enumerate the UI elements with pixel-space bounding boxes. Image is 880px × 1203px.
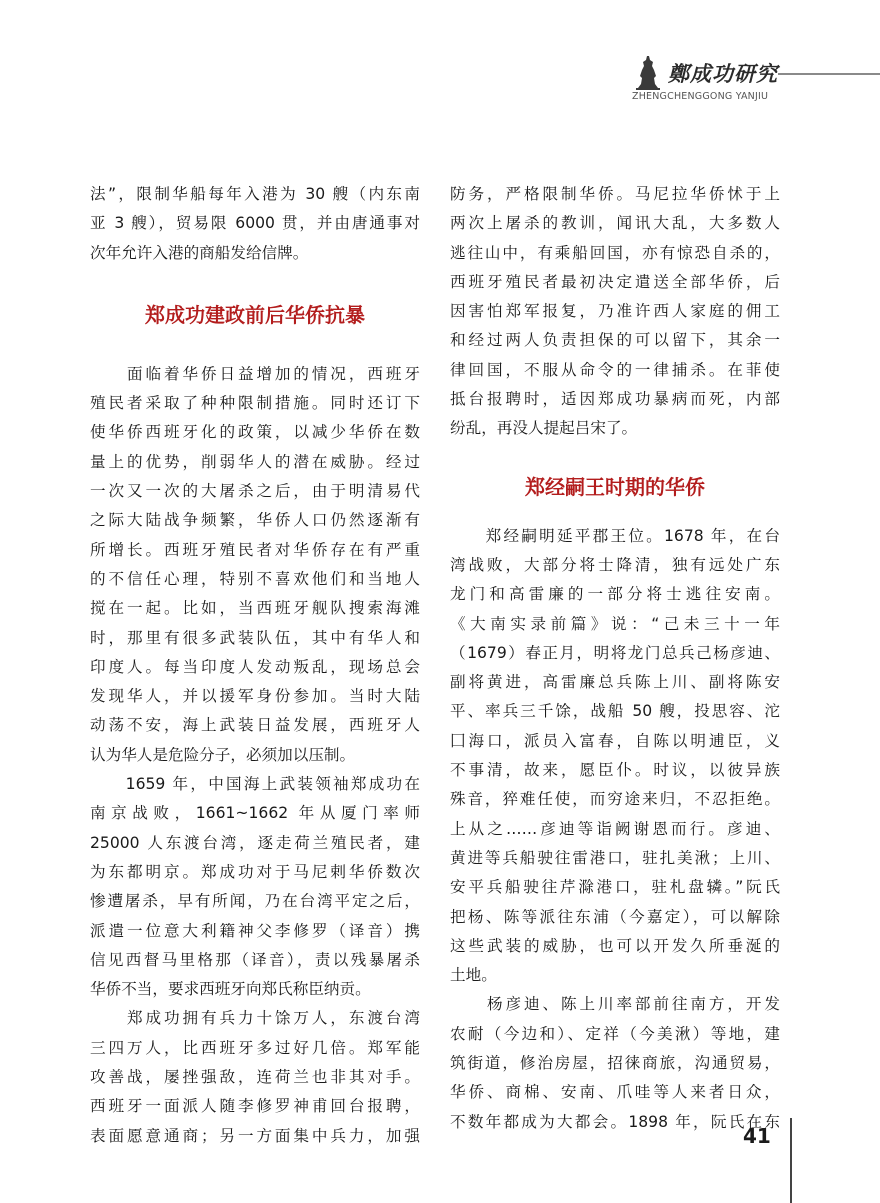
text-line: 量上的优势，削弱华人的潜在威胁。经过 (90, 452, 420, 471)
text-line: 时，那里有很多武装队伍，其中有华人和 (90, 628, 420, 647)
text-line: 一次又一次的大屠杀之后，由于明清易代 (90, 482, 420, 501)
text-line: 把杨、陈等派往东浦（今嘉定），可以解除 (450, 907, 780, 926)
right-column (450, 180, 780, 1137)
text-line: 使华侨西班牙化的政策，以减少华侨在数 (90, 423, 420, 442)
text-line: 平、率兵三千馀，战船 50 艘，投思容、沱 (450, 702, 780, 721)
text-line: 律回国，不服从命令的一律捕杀。在菲使 (450, 360, 780, 379)
text-line: 防务，严格限制华侨。马尼拉华侨怵于上 (450, 185, 780, 203)
text-line: 纷乱，再没人提起吕宋了。 (450, 419, 638, 438)
text-line: 攻善战，屡挫强敌，连荷兰也非其对手。 (90, 1068, 420, 1087)
text-line: 上从之……彦迪等诣阙谢恩而行。彦迪、 (450, 819, 780, 838)
text-line: 殊音，猝难任使，而穷途来归，不忍拒绝。 (450, 790, 780, 809)
text-line: 因害怕郑军报复，乃准许西人家庭的佣工 (450, 302, 780, 321)
text-line: 所增长。西班牙殖民者对华侨存在有严重 (90, 540, 420, 559)
text-line: 亚 3 艘），贸易限 6000 贯，并由唐通事对 (90, 214, 420, 233)
left-column (90, 180, 420, 1151)
text-line: 南京战败，1661~1662 年从厦门率师 (90, 804, 420, 823)
text-line: 派遣一位意大利籍神父李修罗（译音）携 (90, 921, 420, 940)
text-line: 抵台报聘时，适因郑成功暴病而死，内部 (450, 390, 780, 409)
text-line: 华侨不当，要求西班牙向郑氏称臣纳贡。 (90, 980, 371, 999)
paragraph (90, 180, 420, 268)
text-line: 华侨、商棉、安南、爪哇等人来者日众， (450, 1083, 780, 1102)
text-line: 次年允许入港的商船发给信牌。 (90, 243, 309, 262)
paragraph (450, 180, 780, 444)
text-line: 黄进等兵船驶往雷港口，驻扎美湫；上川、 (450, 848, 780, 867)
paragraph (450, 522, 780, 991)
text-line: 搅在一起。比如，当西班牙舰队搜索海滩 (90, 599, 420, 618)
header-divider (778, 73, 880, 75)
statue-logo-icon (634, 54, 662, 90)
text-line: 郑成功拥有兵力十馀万人，东渡台湾 (90, 1009, 420, 1028)
text-line: 两次上屠杀的教训，闻讯大乱，大多数人 (450, 214, 780, 233)
text-line: 为东都明京。郑成功对于马尼剌华侨数次 (90, 862, 420, 881)
text-line: 逃往山中，有乘船回国，亦有惊恐自杀的， (450, 243, 780, 262)
text-line: 印度人。每当印度人发动叛乱，现场总会 (90, 657, 420, 676)
text-line: 副将黄进，高雷廉总兵陈上川、副将陈安 (450, 673, 780, 692)
text-line: 筑街道，修治房屋，招徕商旅，沟通贸易， (450, 1054, 780, 1073)
text-line: 面临着华侨日益增加的情况，西班牙 (90, 364, 420, 383)
text-line: 西班牙殖民者最初决定遣送全部华侨，后 (450, 272, 780, 291)
journal-title: 鄭成功研究 (668, 61, 778, 86)
section-heading: 郑成功建政前后华侨抗暴 (145, 302, 365, 327)
text-line: （1679）春正月，明将龙门总兵己杨彦迪、 (450, 643, 780, 662)
text-line: 三四万人，比西班牙多过好几倍。郑军能 (90, 1038, 420, 1057)
text-line: 发现华人，并以援军身份参加。当时大陆 (90, 687, 420, 706)
journal-subtitle: ZHENGCHENGGONG YANJIU (632, 91, 769, 102)
text-line: 囗海口，派员入富春，自陈以明逋臣，义 (450, 731, 780, 750)
text-line: 湾战败，大部分将士降清，独有远处广东 (450, 555, 780, 574)
text-line: 杨彦迪、陈上川率部前往南方，开发 (450, 995, 780, 1014)
text-line: 龙门和高雷廉的一部分将士逃往安南。 (450, 585, 780, 604)
page-number: 41 (743, 1124, 771, 1148)
paragraph (450, 990, 780, 1136)
text-line: 西班牙一面派人随李修罗神甫回台报聘， (90, 1097, 420, 1116)
text-line: 动荡不安，海上武装日益发展，西班牙人 (90, 716, 420, 735)
text-line: 和经过两人负责担保的可以留下，其余一 (450, 331, 780, 350)
text-line: 《大南实录前篇》说：“己未三十一年 (450, 614, 780, 633)
text-line: 殖民者采取了种种限制措施。同时还订下 (90, 394, 420, 413)
text-line: 不事清，故来，愿臣仆。时议，以彼异族 (450, 761, 780, 780)
text-line: 农耐（今边和）、定祥（今美湫）等地，建 (450, 1024, 780, 1043)
text-line: 土地。 (450, 966, 497, 985)
text-line: 表面愿意通商；另一方面集中兵力，加强 (90, 1126, 420, 1145)
text-line: 郑经嗣明延平郡王位。1678 年，在台 (450, 526, 780, 545)
text-line: 法”，限制华船每年入港为 30 艘（内东南 (90, 185, 420, 203)
text-line: 信见西督马里格那（译音），责以残暴屠杀 (90, 950, 420, 969)
paragraph (90, 770, 420, 1004)
paragraph (90, 360, 420, 770)
paragraph (90, 1004, 420, 1150)
text-line: 25000 人东渡台湾，逐走荷兰殖民者，建 (90, 833, 420, 852)
text-line: 之际大陆战争频繁，华侨人口仍然逐渐有 (90, 511, 420, 530)
text-line: 这些武装的威胁，也可以开发久所垂涎的 (450, 936, 780, 955)
journal-header (628, 48, 880, 108)
section-heading: 郑经嗣王时期的华侨 (525, 474, 705, 499)
text-line: 不数年都成为大都会。1898 年，阮氏在东 (450, 1112, 780, 1131)
text-line: 认为华人是危险分子，必须加以压制。 (90, 745, 356, 764)
page-number-rule (790, 1118, 792, 1203)
text-line: 的不信任心理，特别不喜欢他们和当地人 (90, 569, 420, 588)
text-line: 惨遭屠杀，早有所闻，乃在台湾平定之后， (90, 892, 420, 911)
text-line: 1659 年，中国海上武装领袖郑成功在 (90, 775, 420, 794)
text-line: 安平兵船驶往芹滁港口，驻札盘辚。”阮氏 (450, 878, 780, 897)
